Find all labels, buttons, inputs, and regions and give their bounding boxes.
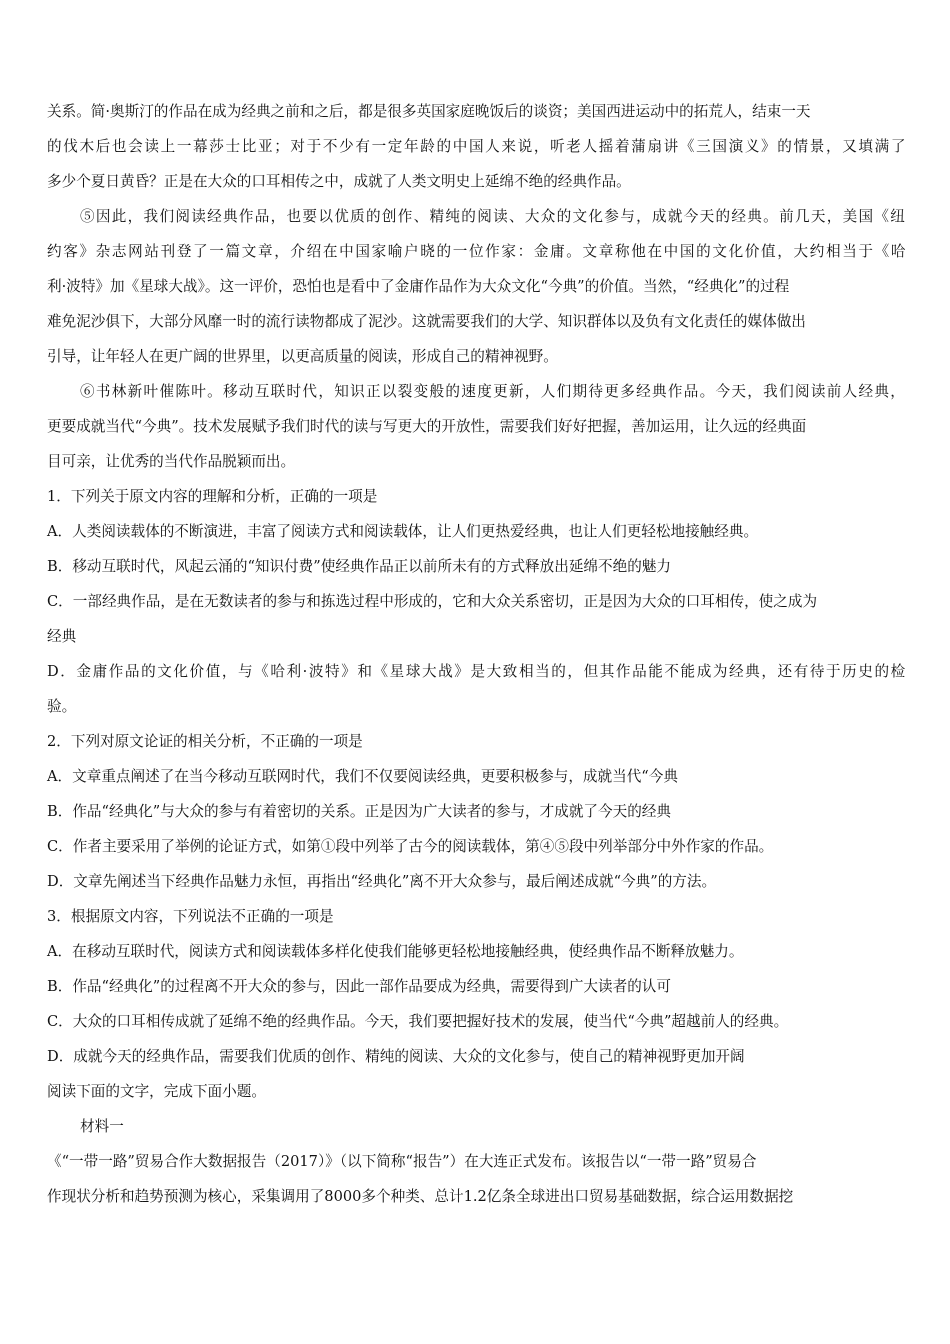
material-line: 《“一带一路”贸易合作大数据报告（2017）》（以下简称“报告”）在大连正式发布。该报告以“一带一路”贸易合	[47, 1153, 757, 1170]
question-option: D．文章先阐述当下经典作品魅力永恒，再指出“经典化”离不开大众参与，最后阐述成就“今典”的方法。	[47, 873, 717, 890]
question-option: A．人类阅读载体的不断演进，丰富了阅读方式和阅读载体，让人们更热爱经典，也让人们更轻松地接触经典。	[47, 523, 759, 540]
question-option: C．作者主要采用了举例的论证方式，如第①段中列举了古今的阅读载体，第④⑤段中列举部分中外作家的作品。	[47, 838, 774, 855]
passage-line: 的伐木后也会读上一幕莎士比亚；对于不少有一定年龄的中国人来说，听老人摇着蒲扇讲《三国演义》的情景，又填满了	[47, 138, 908, 155]
passage-line: 目可亲，让优秀的当代作品脱颖而出。	[47, 453, 296, 470]
question-stem: 3．根据原文内容，下列说法不正确的一项是	[47, 908, 334, 925]
passage-line: 难免泥沙俱下，大部分风靡一时的流行读物都成了泥沙。这就需要我们的大学、知识群体以及负有文化责任的媒体做出	[47, 313, 806, 330]
reading-instruction: 阅读下面的文字，完成下面小题。	[47, 1083, 266, 1100]
passage-line: 约客》杂志网站刊登了一篇文章，介绍在中国家喻户晓的一位作家：金庸。文章称他在中国的文化价值，大约相当于《哈	[47, 243, 908, 260]
passage-line: 关系。简·奥斯汀的作品在成为经典之前和之后，都是很多英国家庭晚饭后的谈资；美国西进运动中的拓荒人，结束一天	[47, 103, 811, 120]
passage-line: ⑤因此，我们阅读经典作品，也要以优质的创作、精纯的阅读、大众的文化参与，成就今天的经典。前几天，美国《纽	[80, 208, 907, 225]
passage-line: 多少个夏日黄昏？正是在大众的口耳相传之中，成就了人类文明史上延绵不绝的经典作品。	[47, 173, 631, 190]
question-stem: 2．下列对原文论证的相关分析，不正确的一项是	[47, 733, 363, 750]
passage-line: 更要成就当代“今典”。技术发展赋予我们时代的读与写更大的开放性，需要我们好好把握，善加运用，让久远的经典面	[47, 418, 807, 435]
question-option: A．在移动互联时代，阅读方式和阅读载体多样化使我们能够更轻松地接触经典，使经典作品不断释放魅力。	[47, 943, 744, 960]
passage-line: ⑥书林新叶催陈叶。移动互联时代，知识正以裂变般的速度更新，人们期待更多经典作品。今天，我们阅读前人经典，	[80, 383, 907, 400]
question-option: A．文章重点阐述了在当今移动互联网时代，我们不仅要阅读经典，更要积极参与，成就当代“今典	[47, 768, 678, 785]
question-stem: 1．下列关于原文内容的理解和分析，正确的一项是	[47, 488, 378, 505]
question-option: B．移动互联时代，风起云涌的“知识付费”使经典作品正以前所未有的方式释放出延绵不绝的魅力	[47, 558, 671, 575]
question-option: B．作品“经典化”与大众的参与有着密切的关系。正是因为广大读者的参与，才成就了今天的经典	[47, 803, 671, 820]
question-option: D．成就今天的经典作品，需要我们优质的创作、精纯的阅读、大众的文化参与，使自己的精神视野更加开阔	[47, 1048, 745, 1065]
question-option: 验。	[47, 698, 77, 715]
material-title: 材料一	[80, 1118, 124, 1135]
passage-line: 引导，让年轻人在更广阔的世界里，以更高质量的阅读，形成自己的精神视野。	[47, 348, 558, 365]
passage-line: 利·波特》加《星球大战》。这一评价，恐怕也是看中了金庸作品作为大众文化“今典”的价值。当然，“经典化”的过程	[47, 278, 790, 295]
question-option: 经典	[47, 628, 77, 645]
question-option: C．大众的口耳相传成就了延绵不绝的经典作品。今天，我们要把握好技术的发展，使当代“今典”超越前人的经典。	[47, 1013, 789, 1030]
material-line: 作现状分析和趋势预测为核心，采集调用了8000多个种类、总计1.2亿条全球进出口贸易基础数据，综合运用数据挖	[47, 1188, 794, 1205]
question-option: B．作品“经典化”的过程离不开大众的参与，因此一部作品要成为经典，需要得到广大读者的认可	[47, 978, 671, 995]
question-option: D．金庸作品的文化价值，与《哈利·波特》和《星球大战》是大致相当的，但其作品能不能成为经典，还有待于历史的检	[47, 663, 907, 680]
question-option: C．一部经典作品，是在无数读者的参与和拣选过程中形成的，它和大众关系密切，正是因为大众的口耳相传，使之成为	[47, 593, 818, 610]
